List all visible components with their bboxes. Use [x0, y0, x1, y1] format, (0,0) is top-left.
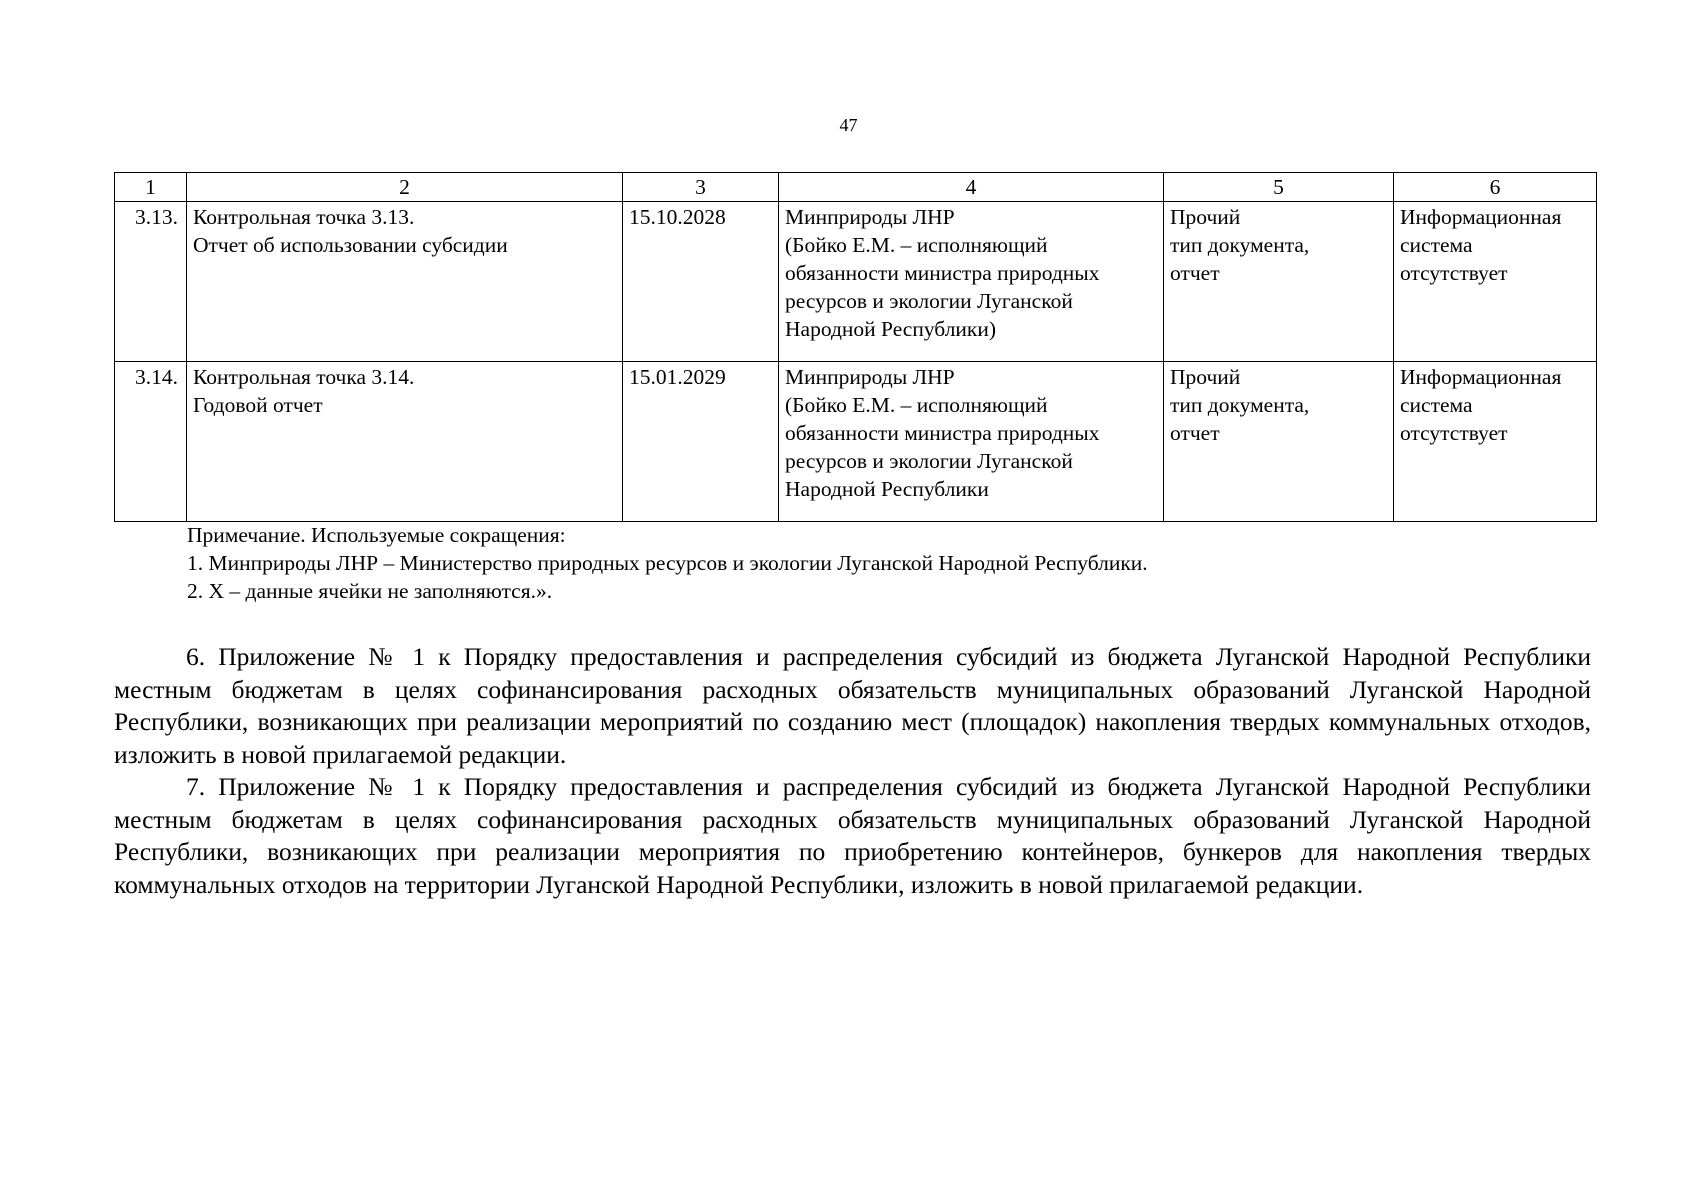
column-header: 1	[115, 173, 187, 202]
column-header: 3	[623, 173, 779, 202]
cell-line: обязанности министра природных	[785, 421, 1100, 445]
cell-line: Годовой отчет	[193, 393, 323, 417]
responsible-cell	[779, 202, 1164, 362]
note-title: Примечание. Используемые сокращения:	[187, 523, 566, 547]
cell-line: Информационная	[1400, 205, 1562, 229]
cell-line: система	[1400, 233, 1473, 257]
table-row	[115, 202, 1597, 362]
document-type-cell	[1164, 202, 1394, 362]
cell-line: Информационная	[1400, 365, 1562, 389]
responsible-cell	[779, 362, 1164, 522]
control-points-table	[114, 172, 1597, 522]
cell-line: Контрольная точка 3.14.	[193, 365, 415, 389]
control-point-name-cell	[187, 202, 623, 362]
cell-line: ресурсов и экологии Луганской	[785, 449, 1073, 473]
cell-line: Прочий	[1170, 205, 1241, 229]
cell-line: Прочий	[1170, 365, 1241, 389]
cell-line: Минприроды ЛНР	[785, 365, 955, 389]
cell-line: тип документа,	[1170, 393, 1310, 417]
paragraph-6: 6. Приложение № 1 к Порядку предоставления и распределения субсидий из бюджета Луганской Народной Республики местным бюджетам в целях софинансирования расходных обязательств муниципальных образований Луганской Народной Республики, возникающих при реализации мероприятий по созданию мест (площадок) накопления твердых коммунальных отходов, изложить в новой прилагаемой редакции.	[114, 642, 1591, 769]
cell-line: (Бойко Е.М. – исполняющий	[785, 233, 1048, 257]
paragraph-7: 7. Приложение № 1 к Порядку предоставления и распределения субсидий из бюджета Луганской Народной Республики местным бюджетам в целях софинансирования расходных обязательств муниципальных образований Луганской Народной Республики, возникающих при реализации мероприятия по приобретению контейнеров, бункеров для накопления твердых коммунальных отходов на территории Луганской Народной Республики, изложить в новой прилагаемой редакции.	[114, 772, 1591, 899]
cell-line: Контрольная точка 3.13.	[193, 205, 415, 229]
table-row	[115, 362, 1597, 522]
information-system-cell	[1394, 202, 1597, 362]
cell-line: Народной Республики	[785, 477, 989, 501]
note-item: 2. Х – данные ячейки не заполняются.».	[187, 579, 553, 603]
cell-line: отчет	[1170, 261, 1220, 285]
cell-line: ресурсов и экологии Луганской	[785, 289, 1073, 313]
column-header: 6	[1394, 173, 1597, 202]
row-number-cell: 3.14.	[115, 362, 187, 522]
date-cell: 15.01.2029	[623, 362, 779, 522]
column-header: 2	[187, 173, 623, 202]
cell-line: тип документа,	[1170, 233, 1310, 257]
cell-line: Отчет об использовании субсидии	[193, 233, 508, 257]
cell-line: отчет	[1170, 421, 1220, 445]
cell-line: отсутствует	[1400, 421, 1508, 445]
column-header: 5	[1164, 173, 1394, 202]
page-number: 47	[839, 115, 858, 135]
cell-line: обязанности министра природных	[785, 261, 1100, 285]
row-number-cell: 3.13.	[115, 202, 187, 362]
table-header-row	[115, 173, 1597, 202]
cell-line: Минприроды ЛНР	[785, 205, 955, 229]
control-points-table-wrapper	[114, 172, 1596, 522]
cell-line: (Бойко Е.М. – исполняющий	[785, 393, 1048, 417]
date-cell: 15.10.2028	[623, 202, 779, 362]
table-note	[187, 521, 1148, 605]
information-system-cell	[1394, 362, 1597, 522]
document-type-cell	[1164, 362, 1394, 522]
note-item: 1. Минприроды ЛНР – Министерство природных ресурсов и экологии Луганской Народной Республики.	[187, 551, 1148, 575]
cell-line: отсутствует	[1400, 261, 1508, 285]
column-header: 4	[779, 173, 1164, 202]
cell-line: Народной Республики)	[785, 317, 997, 341]
control-point-name-cell	[187, 362, 623, 522]
cell-line: система	[1400, 393, 1473, 417]
